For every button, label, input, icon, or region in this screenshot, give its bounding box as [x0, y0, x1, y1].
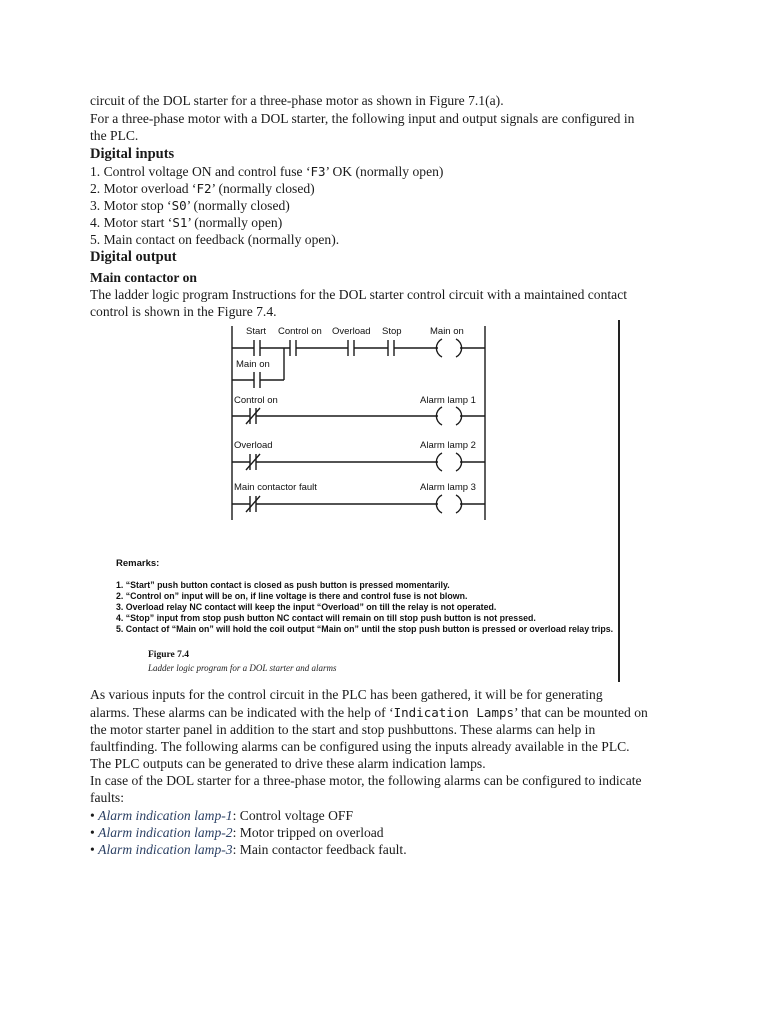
- input-item-1-code: F3: [310, 164, 326, 179]
- body-p1-line-2-suffix: ’ that can be mounted on: [514, 705, 648, 720]
- remark-2: 2. “Control on” input will be on, if line voltage is there and control fuse is not blown.: [116, 591, 468, 601]
- alarm-item-2-name: Alarm indication lamp-2: [98, 825, 233, 840]
- rung-4: [232, 482, 485, 513]
- alarm-item-2-desc: : Motor tripped on overload: [232, 825, 384, 840]
- label-overload: Overload: [332, 326, 371, 337]
- body-p2-line-2: faults:: [90, 790, 124, 805]
- body-p1-line-4: faultfinding. The following alarms can be configured using the inputs already available in the PLC.: [90, 739, 630, 754]
- remark-1: 1. “Start” push button contact is closed as push button is pressed momentarily.: [116, 580, 450, 590]
- digital-inputs-heading: Digital inputs: [90, 146, 175, 162]
- ladder-diagram: [112, 320, 618, 682]
- body-p1-line-5: The PLC outputs can be generated to drive these alarm indication lamps.: [90, 756, 486, 771]
- input-item-3: [90, 197, 690, 214]
- input-item-3-code: S0: [171, 198, 187, 213]
- label-control-on: Control on: [278, 326, 322, 337]
- label-alarm-lamp-1: Alarm lamp 1: [420, 395, 476, 406]
- input-item-2-code: F2: [196, 181, 212, 196]
- alarm-item-2: [90, 824, 690, 841]
- alarm-item-3-name: Alarm indication lamp-3: [98, 842, 233, 857]
- body-p1-line-2: [90, 704, 690, 721]
- digital-output-heading: Digital output: [90, 249, 177, 265]
- input-item-4: [90, 214, 690, 231]
- rung-2: [232, 395, 485, 425]
- label-main-contactor-fault: Main contactor fault: [234, 482, 317, 493]
- alarm-item-1: [90, 807, 690, 824]
- rung-1: [232, 339, 485, 388]
- input-item-2-suffix: ’ (normally closed): [211, 181, 315, 196]
- alarm-item-3-desc: : Main contactor feedback fault.: [232, 842, 407, 857]
- label-overload-nc: Overload: [234, 440, 273, 451]
- remark-3: 3. Overload relay NC contact will keep the input “Overload” on till the relay is not operated.: [116, 602, 497, 612]
- body-p1-line-1: As various inputs for the control circuit in the PLC has been gathered, it will be for generating: [90, 687, 603, 702]
- body-p1-line-2-text: alarms. These alarms can be indicated with the help of ‘: [90, 705, 394, 720]
- ladder-intro-line-2: control is shown in the Figure 7.4.: [90, 304, 277, 319]
- input-item-5-text: 5. Main contact on feedback (normally open).: [90, 232, 340, 247]
- figure-caption: Figure 7.4: [148, 650, 189, 660]
- label-main-on-coil: Main on: [430, 326, 464, 337]
- remark-5: 5. Contact of “Main on” will hold the coil output “Main on” until the stop push button is pressed or overload relay trips.: [116, 624, 614, 634]
- remark-4: 4. “Stop” input from stop push button NC contact will remain on till stop push button is not pressed.: [116, 613, 536, 623]
- input-item-2: [90, 180, 690, 197]
- bullet-icon: •: [90, 808, 95, 823]
- alarm-item-3: [90, 841, 690, 858]
- label-main-on-hold: Main on: [236, 359, 270, 370]
- body-p2-line-1: In case of the DOL starter for a three-phase motor, the following alarms can be configured to indicate: [90, 773, 642, 788]
- bullet-icon: •: [90, 825, 95, 840]
- ladder-figure: [112, 320, 620, 682]
- intro-line-2: For a three-phase motor with a DOL starter, the following input and output signals are configured in: [90, 111, 635, 126]
- label-alarm-lamp-3: Alarm lamp 3: [420, 482, 476, 493]
- body-p1-line-3: the motor starter panel in addition to the start and stop pushbuttons. These alarms can help in: [90, 722, 596, 737]
- ladder-intro-line-1: The ladder logic program Instructions for the DOL starter control circuit with a maintained contact: [90, 287, 628, 302]
- main-contactor-subheading: Main contactor on: [90, 270, 197, 285]
- label-start: Start: [246, 326, 267, 337]
- indication-lamps-code: Indication Lamps: [393, 705, 515, 720]
- input-item-1: [90, 163, 690, 180]
- figure-caption-subtitle: Ladder logic program for a DOL starter and alarms: [148, 663, 337, 673]
- input-item-1-text: 1. Control voltage ON and control fuse ‘: [90, 164, 311, 179]
- intro-line-1: circuit of the DOL starter for a three-phase motor as shown in Figure 7.1(a).: [90, 93, 504, 108]
- input-item-4-suffix: ’ (normally open): [187, 215, 283, 230]
- alarm-item-1-desc: : Control voltage OFF: [232, 808, 354, 823]
- input-item-1-suffix: ’ OK (normally open): [325, 164, 444, 179]
- remarks-title: Remarks:: [116, 558, 160, 569]
- label-control-on-nc: Control on: [234, 395, 278, 406]
- input-item-4-code: S1: [172, 215, 188, 230]
- input-item-5: [90, 231, 690, 248]
- input-item-3-text: 3. Motor stop ‘: [90, 198, 172, 213]
- input-item-3-suffix: ’ (normally closed): [186, 198, 290, 213]
- intro-line-3: the PLC.: [90, 128, 139, 143]
- label-stop: Stop: [382, 326, 402, 337]
- label-alarm-lamp-2: Alarm lamp 2: [420, 440, 476, 451]
- alarm-item-1-name: Alarm indication lamp-1: [98, 808, 233, 823]
- input-item-2-text: 2. Motor overload ‘: [90, 181, 197, 196]
- bullet-icon: •: [90, 842, 95, 857]
- input-item-4-text: 4. Motor start ‘: [90, 215, 173, 230]
- rung-3: [232, 440, 485, 471]
